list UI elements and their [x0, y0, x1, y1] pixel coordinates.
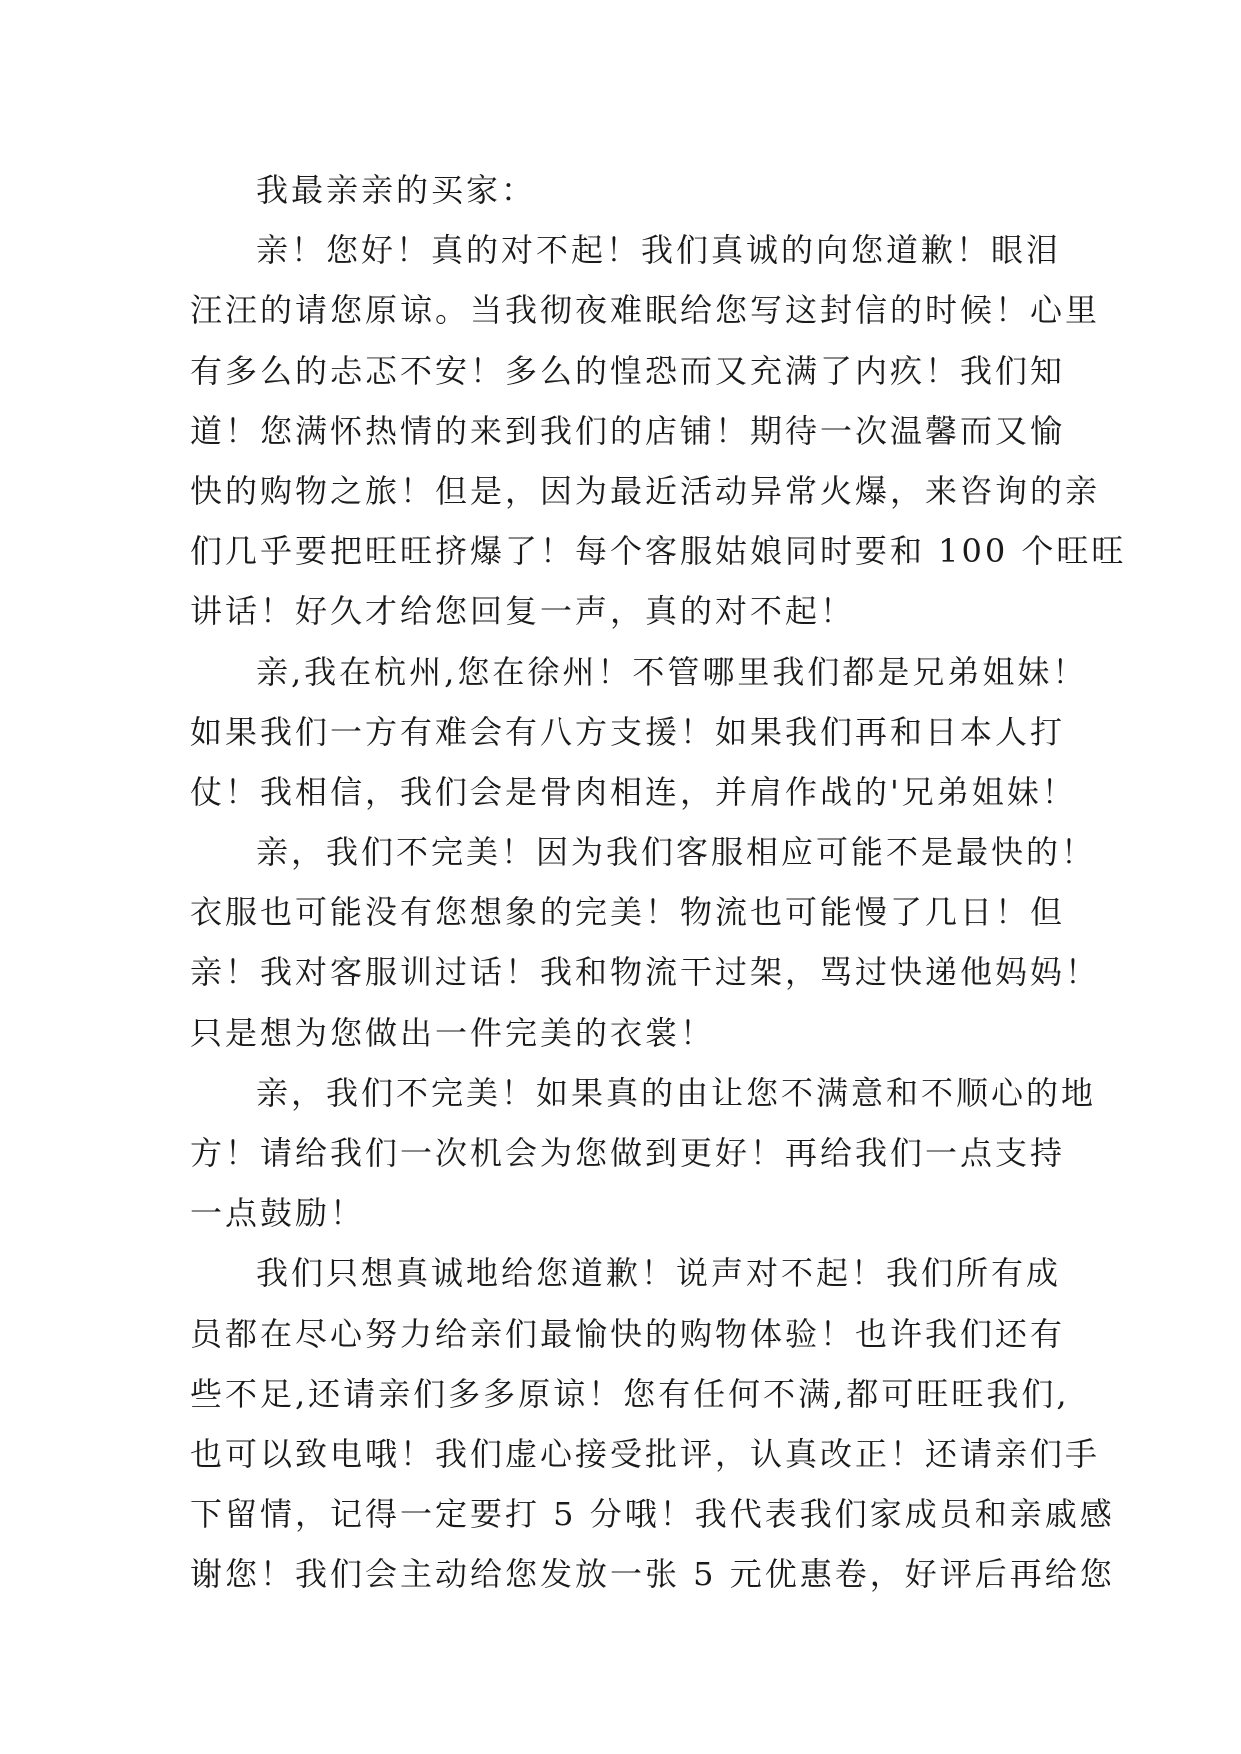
text-line: 快的购物之旅！但是，因为最近活动异常火爆，来咨询的亲	[190, 471, 1101, 510]
text-line: 员都在尽心努力给亲们最愉快的购物体验！也许我们还有	[190, 1314, 1066, 1353]
text-line: 如果我们一方有难会有八方支援！如果我们再和日本人打	[190, 712, 1066, 751]
text-line: 亲，我们不完美！如果真的由让您不满意和不顺心的地	[256, 1073, 1097, 1112]
text-line: 仗！我相信，我们会是骨肉相连，并肩作战的'兄弟姐妹！	[190, 772, 1077, 811]
text-line: 我们只想真诚地给您道歉！说声对不起！我们所有成	[256, 1254, 1062, 1293]
text-line: 也可以致电哦！我们虚心接受批评，认真改正！还请亲们手	[190, 1434, 1101, 1473]
text-line: 亲,我在杭州,您在徐州！不管哪里我们都是兄弟姐妹！	[256, 652, 1088, 691]
text-line: 亲！我对客服训过话！我和物流干过架，骂过快递他妈妈！	[190, 953, 1101, 992]
text-line: 亲，我们不完美！因为我们客服相应可能不是最快的！	[256, 833, 1097, 872]
text-line: 些不足,还请亲们多多原谅！您有任何不满,都可旺旺我们,	[190, 1374, 1070, 1413]
text-line: 下留情，记得一定要打 5 分哦！我代表我们家成员和亲戚感	[190, 1495, 1115, 1534]
text-line: 有多么的忐忑不安！多么的惶恐而又充满了内疚！我们知	[190, 351, 1066, 390]
text-line: 方！请给我们一次机会为您做到更好！再给我们一点支持	[190, 1134, 1066, 1172]
letter-body	[190, 160, 1127, 1605]
text-line: 谢您！我们会主动给您发放一张 5 元优惠卷，好评后再给您	[190, 1555, 1115, 1594]
text-line: 一点鼓励！	[190, 1194, 366, 1233]
text-line: 讲话！好久才给您回复一声，真的对不起！	[190, 592, 856, 631]
text-line: 衣服也可能没有您想象的完美！物流也可能慢了几日！但	[190, 893, 1066, 932]
text-line: 们几乎要把旺旺挤爆了！每个客服姑娘同时要和 100 个旺旺	[190, 532, 1127, 571]
text-line: 亲！您好！真的对不起！我们真诚的向您道歉！眼泪	[256, 231, 1062, 270]
text-line: 只是想为您做出一件完美的衣裳！	[190, 1013, 716, 1052]
text-line: 汪汪的请您原谅。当我彻夜难眠给您写这封信的时候！心里	[190, 291, 1101, 330]
text-line: 道！您满怀热情的来到我们的店铺！期待一次温馨而又愉	[190, 411, 1066, 450]
salutation: 我最亲亲的买家：	[256, 171, 537, 209]
